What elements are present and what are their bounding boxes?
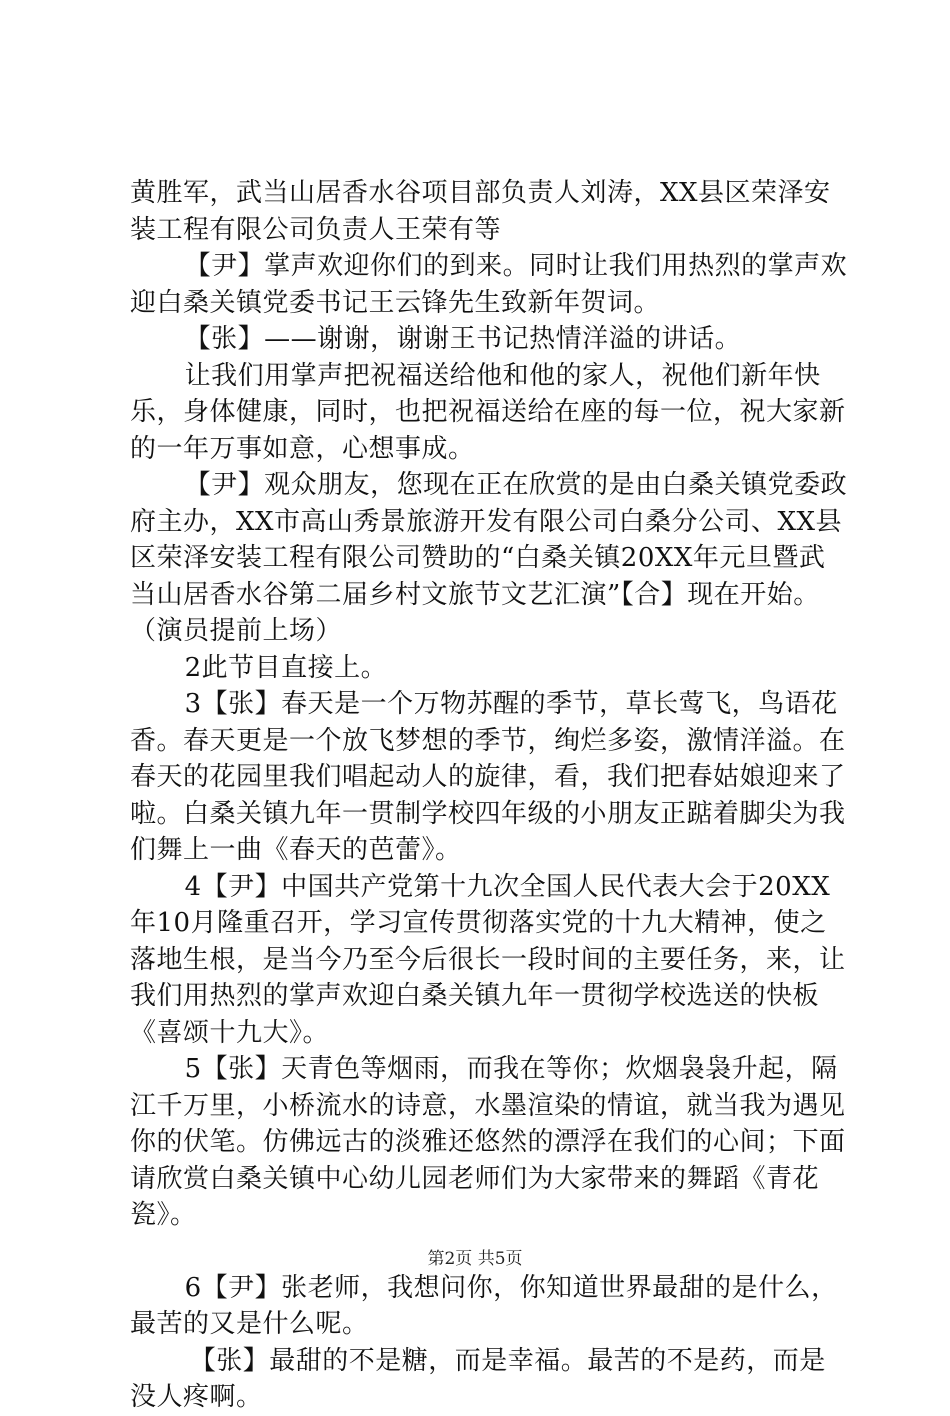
paragraph-program-3: 3【张】春天是一个万物苏醒的季节，草长莺飞，鸟语花香。春天更是一个放飞梦想的季节，绚烂多姿，激情洋溢。在春天的花园里我们唱起动人的旋律，看，我们把春姑娘迎来了啦。白桑关镇九年一贯制学校四年级的小朋友正踮着脚尖为我们舞上一曲《春天的芭蕾》。 [130,689,846,865]
paragraph-program-4: 4【尹】中国共产党第十九次全国人民代表大会于20XX年10月隆重召开，学习宣传贯彻落实党的十九大精神，使之落地生根，是当今乃至今后很长一段时间的主要任务，来，让我们用热烈的掌声欢迎白桑关镇九年一贯彻学校选送的快板《喜颂十九大》。 [130,871,846,1048]
paragraph-yin-opening: 【尹】观众朋友，您现在正在欣赏的是由白桑关镇党委政府主办，XX市高山秀景旅游开发有限公司白桑分公司、XX县区荣泽安装工程有限公司赞助的“白桑关镇20XX年元旦暨武当山居香水谷第二届乡村文旅节文艺汇演”【合】现在开始。（演员提前上场） [130,470,848,646]
paragraph-blessing: 让我们用掌声把祝福送给他和他的家人，祝他们新年快乐，身体健康，同时，也把祝福送给在座的每一位，祝大家新的一年万事如意，心想事成。 [130,360,846,464]
paragraph-program-2: 2此节目直接上。 [184,652,388,683]
paragraph-program-5: 5【张】天青色等烟雨，而我在等你；炊烟袅袅升起，隔江千万里，小桥流水的诗意，水墨渲染的情谊，就当我为遇见你的伏笔。仿佛远古的淡雅还悠然的漂浮在我们的心间；下面请欣赏白桑关镇中心幼儿园老师们为大家带来的舞蹈《青花瓷》。 [130,1054,846,1230]
paragraph-program-6: 6【尹】张老师，我想问你，你知道世界最甜的是什么，最苦的又是什么呢。 [130,1272,838,1339]
document-body [130,175,850,1416]
paragraph-zhang-thanks: 【张】——谢谢，谢谢王书记热情洋溢的讲话。 [184,324,742,354]
paragraph-zhang-answer: 【张】最甜的不是糖，而是幸福。最苦的不是药，而是没人疼啊。 [130,1345,826,1412]
paragraph-attendees: 黄胜军，武当山居香水谷项目部负责人刘涛，XX县区荣泽安装工程有限公司负责人王荣有等 [130,178,831,245]
paragraph-yin-welcome: 【尹】掌声欢迎你们的到来。同时让我们用热烈的掌声欢迎白桑关镇党委书记王云锋先生致新年贺词。 [130,251,848,318]
page-footer: 第2页 共5页 [427,1249,523,1269]
